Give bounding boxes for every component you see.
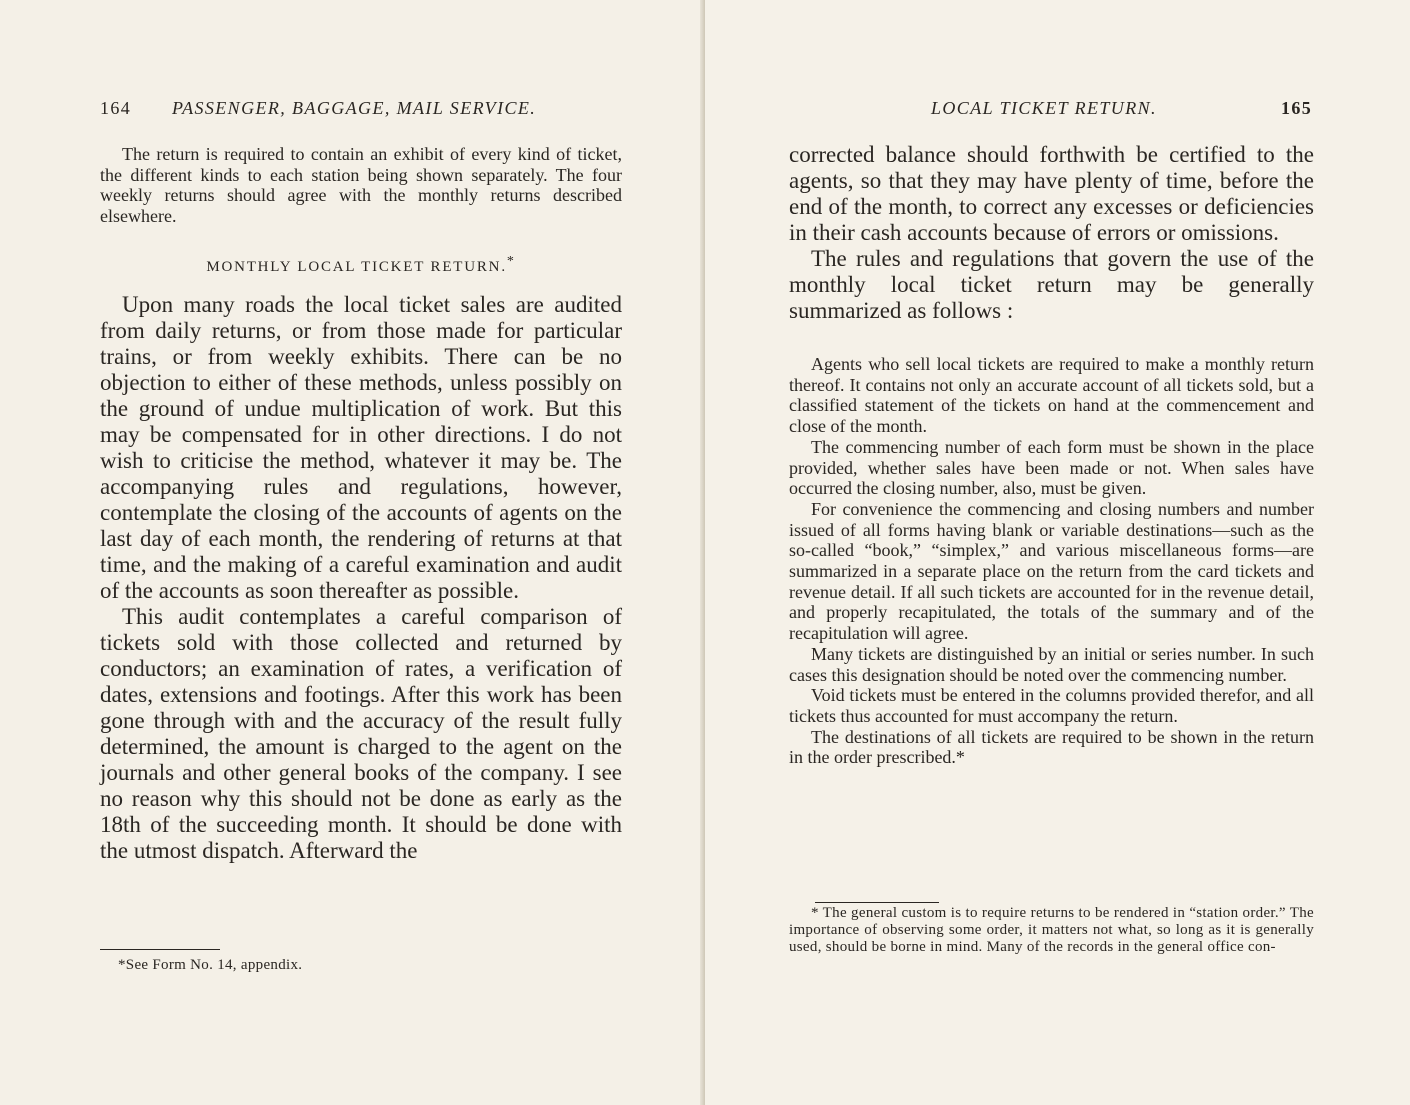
left-footnote-rule [100,949,220,950]
section-heading-text: MONTHLY LOCAL TICKET RETURN. [206,259,507,275]
left-body [100,292,622,864]
rule-item: For convenience the commencing and closing numbers and number issued of all forms having blank or variable destinations—such as the so-called “book,” “simplex,” and various miscellaneous forms—are summarized in a separate place on the return from the card tickets and revenue detail. If all such tickets are accounted for in the revenue detail, and properly recapitulated, the totals of the summary and of the recapitulation will agree. [789,498,1314,644]
section-heading-mark: * [506,254,516,269]
left-page-number: 164 [100,98,132,118]
right-paragraph-2: The rules and regulations that govern the use of the monthly local ticket return may be generally summarized as follows : [789,246,1314,323]
right-footnote-rule [815,902,939,903]
left-intro-block [100,144,622,227]
right-footnote: * The general custom is to require returns to be rendered in “station order.” The importance of observing some order, it matters not what, so long as it is generally used, should be borne in mind. Many of the records in the general office con- [789,905,1314,955]
rule-item: The destinations of all tickets are required to be shown in the return in the order prescribed.* [789,726,1314,768]
left-paragraph-1: Upon many roads the local ticket sales are audited from daily returns, or from those made for particular trains, or from weekly exhibits. There can be no objection to either of these methods, unless possibly on the ground of undue multiplication of work. But this may be compensated for in other directions. I do not wish to criticise the method, whatever it may be. The accompanying rules and regulations, however, contemplate the closing of the accounts of agents on the last day of each month, the rendering of returns at that time, and the making of a careful examination and audit of the accounts as soon thereafter as possible. [100,292,622,603]
left-running-title: PASSENGER, BAGGAGE, MAIL SERVICE. [172,98,537,118]
rule-item: Agents who sell local tickets are required to make a monthly return thereof. It contains not only an accurate account of all tickets sold, but a classified statement of the tickets on hand at the commencement and close of the month. [789,354,1314,437]
rules-list [789,354,1314,768]
right-running-title: LOCAL TICKET RETURN. [931,98,1157,118]
right-footnote-block [789,905,1314,956]
left-footnote: *See Form No. 14, appendix. [118,957,303,973]
left-paragraph-2: This audit contemplates a careful comparison of tickets sold with those collected and returned by conductors; an examination of rates, a verification of dates, extensions and footings. After this work has been gone through with and the accuracy of the result fully determined, the amount is charged to the agent on the journals and other general books of the company. I see no reason why this should not be done as early as the 18th of the succeeding month. It should be done with the utmost dispatch. Afterward the [100,604,622,863]
left-intro-paragraph: The return is required to contain an exhibit of every kind of ticket, the different kinds to each station being shown separately. The four weekly returns should agree with the monthly returns described elsewhere. [100,144,622,227]
right-big-body [789,142,1314,324]
left-footnote-rule-block [100,949,220,950]
right-paragraph-1: corrected balance should forthwith be certified to the agents, so that they may have plenty of time, before the end of the month, to correct any excesses or deficiencies in their cash accounts because of errors or omissions. [789,142,1314,245]
left-footnote-block [100,957,622,974]
section-heading [100,254,622,276]
right-footnote-rule-block [815,902,939,903]
rule-item: Many tickets are distinguished by an initial or series number. In such cases this designation should be noted over the commencing number. [789,643,1314,685]
right-page-number: 165 [1281,98,1313,118]
rule-item: Void tickets must be entered in the columns provided therefor, and all tickets thus accounted for must accompany the return. [789,685,1314,726]
right-page [705,0,1410,1105]
rule-item: The commencing number of each form must be shown in the place provided, whether sales have been made or not. When sales have occurred the closing number, also, must be given. [789,436,1314,499]
left-section-heading-block [100,254,622,276]
